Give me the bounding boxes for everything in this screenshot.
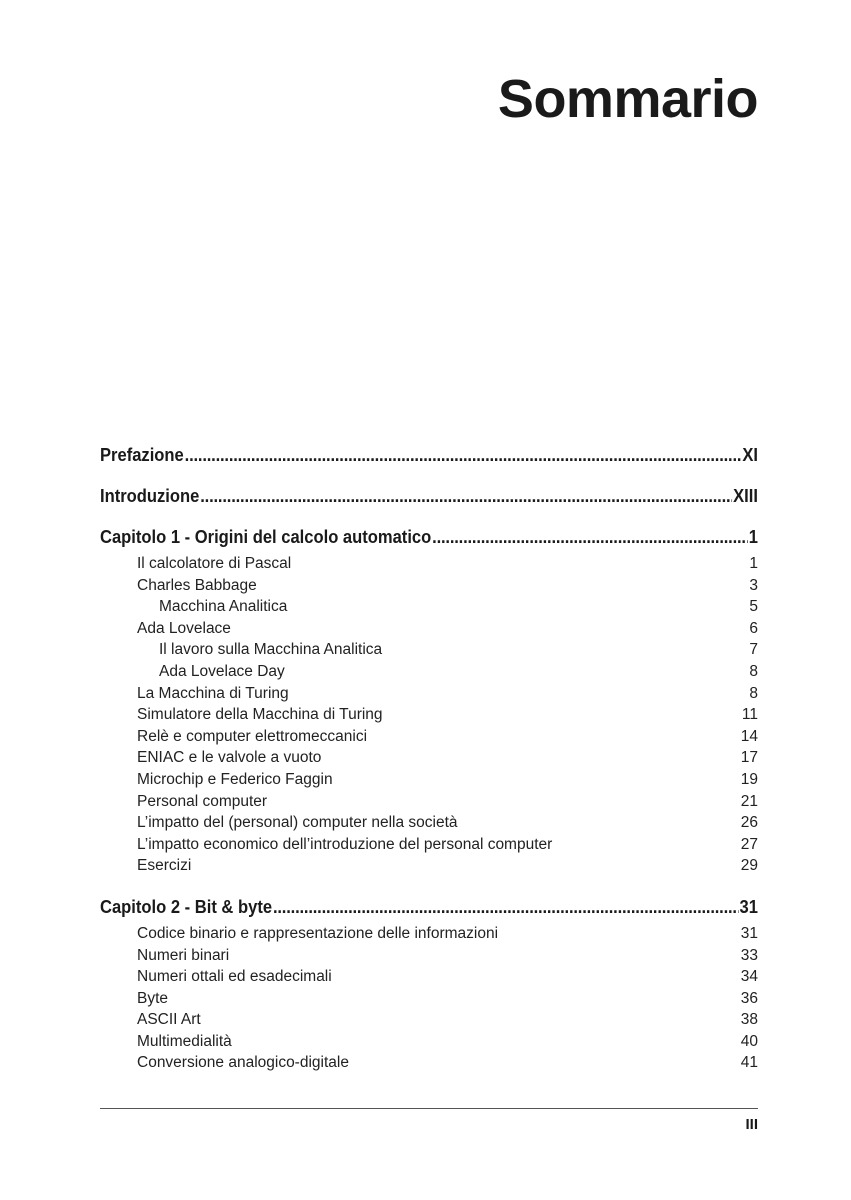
toc-entry[interactable] xyxy=(100,618,758,640)
chapter-section xyxy=(100,526,758,877)
toc-entry[interactable] xyxy=(100,704,758,726)
chapter-heading-label: Capitolo 2 - Bit & byte xyxy=(100,896,273,917)
dot-leader xyxy=(185,444,742,466)
toc-entry-page: 36 xyxy=(740,989,758,1007)
dot-leader xyxy=(200,485,732,507)
page-number: III xyxy=(745,1116,758,1133)
toc-entry-label: Il lavoro sulla Macchina Analitica xyxy=(159,641,383,659)
toc-entry[interactable] xyxy=(100,747,758,769)
chapter-heading[interactable] xyxy=(100,896,758,918)
toc-entry-prefazione[interactable] xyxy=(100,444,758,466)
toc-entry-label: L’impatto del (personal) computer nella società xyxy=(137,814,458,832)
toc-entry[interactable] xyxy=(100,1031,758,1053)
toc-entry-page: 31 xyxy=(740,924,758,942)
toc-entry-label: Il calcolatore di Pascal xyxy=(137,555,292,572)
chapter-heading-label: Capitolo 1 - Origini del calcolo automatico xyxy=(100,527,432,547)
toc-entry-label: Simulatore della Macchina di Turing xyxy=(137,706,383,724)
toc-entry[interactable] xyxy=(100,683,758,705)
toc-entry-page: 1 xyxy=(749,555,758,572)
toc-entry-page: 5 xyxy=(749,598,758,616)
toc-entry[interactable] xyxy=(100,596,758,618)
toc-entry-page: 21 xyxy=(740,792,758,810)
toc-entry-page: 8 xyxy=(749,684,758,702)
toc-entry[interactable] xyxy=(100,791,758,813)
toc-entry-label: Numeri ottali ed esadecimali xyxy=(137,968,332,986)
toc-entry-label: Microchip e Federico Faggin xyxy=(137,770,333,788)
toc-entry-page: 27 xyxy=(740,835,758,853)
toc-entry[interactable] xyxy=(100,945,758,967)
footer-rule xyxy=(100,1108,758,1109)
chapter-heading-page: 31 xyxy=(739,896,758,917)
toc-entry[interactable] xyxy=(100,769,758,791)
toc-entry-label: Personal computer xyxy=(137,792,268,810)
toc-entry-label: Ada Lovelace Day xyxy=(159,662,285,680)
toc-entry-page: XI xyxy=(742,445,758,465)
toc-entry-page: 6 xyxy=(749,619,758,637)
toc-entry[interactable] xyxy=(100,855,758,877)
toc-entry-page: XIII xyxy=(733,486,758,506)
toc-entry[interactable] xyxy=(100,661,758,683)
chapter-heading[interactable] xyxy=(100,526,758,548)
toc-entry-page: 29 xyxy=(740,857,758,875)
toc-entry-page: 38 xyxy=(740,1011,758,1029)
dot-leader xyxy=(432,526,748,548)
toc-entry-page: 19 xyxy=(740,770,758,788)
toc-entry-label: ASCII Art xyxy=(137,1011,201,1029)
toc-entry-page: 34 xyxy=(740,968,758,986)
toc-entry-label: Ada Lovelace xyxy=(137,619,231,637)
toc-entry-page: 3 xyxy=(749,576,758,594)
toc-entry-page: 7 xyxy=(749,641,758,659)
toc-entry[interactable] xyxy=(100,639,758,661)
toc-entry-label: Conversione analogico-digitale xyxy=(137,1054,349,1072)
page-title: Sommario xyxy=(497,69,758,129)
toc-entry-label: Esercizi xyxy=(137,857,192,875)
toc-entry-page: 11 xyxy=(741,706,758,724)
toc-entry-label: Macchina Analitica xyxy=(159,598,288,616)
toc-entry[interactable] xyxy=(100,812,758,834)
toc-entry-label: Prefazione xyxy=(100,445,184,465)
toc-entry-label: La Macchina di Turing xyxy=(137,684,289,702)
toc-entry-label: Numeri binari xyxy=(137,946,230,964)
toc-entry[interactable] xyxy=(100,923,758,945)
toc-entry-page: 17 xyxy=(740,749,758,767)
toc-entry-label: L’impatto economico dell’introduzione del personal computer xyxy=(137,835,553,853)
toc-entry-label: Multimedialità xyxy=(137,1032,232,1050)
toc-entry-label: ENIAC e le valvole a vuoto xyxy=(137,749,322,767)
toc-entry-label: Introduzione xyxy=(100,486,200,506)
toc-entry[interactable] xyxy=(100,988,758,1010)
toc-entry-introduzione[interactable] xyxy=(100,485,758,507)
section-list xyxy=(100,923,758,1074)
toc-entry-label: Codice binario e rappresentazione delle informazioni xyxy=(137,924,499,942)
toc-entry-page: 14 xyxy=(740,727,758,745)
table-of-contents xyxy=(100,444,758,1093)
toc-entry-page: 41 xyxy=(740,1054,758,1072)
dot-leader xyxy=(273,896,739,918)
toc-entry[interactable] xyxy=(100,575,758,597)
toc-entry-page: 26 xyxy=(740,814,758,832)
toc-entry[interactable] xyxy=(100,1052,758,1074)
chapter-heading-page: 1 xyxy=(748,527,758,547)
toc-entry[interactable] xyxy=(100,1009,758,1031)
toc-entry[interactable] xyxy=(100,726,758,748)
toc-entry-label: Charles Babbage xyxy=(137,576,257,594)
toc-entry[interactable] xyxy=(100,553,758,575)
toc-entry-page: 8 xyxy=(749,662,758,680)
chapter-list xyxy=(100,526,758,1074)
toc-entry[interactable] xyxy=(100,966,758,988)
toc-entry[interactable] xyxy=(100,834,758,856)
chapter-section xyxy=(100,896,758,1074)
toc-entry-page: 40 xyxy=(740,1032,758,1050)
toc-entry-label: Byte xyxy=(137,989,169,1007)
toc-entry-label: Relè e computer elettromeccanici xyxy=(137,727,368,745)
toc-entry-page: 33 xyxy=(740,946,758,964)
section-list xyxy=(100,553,758,877)
